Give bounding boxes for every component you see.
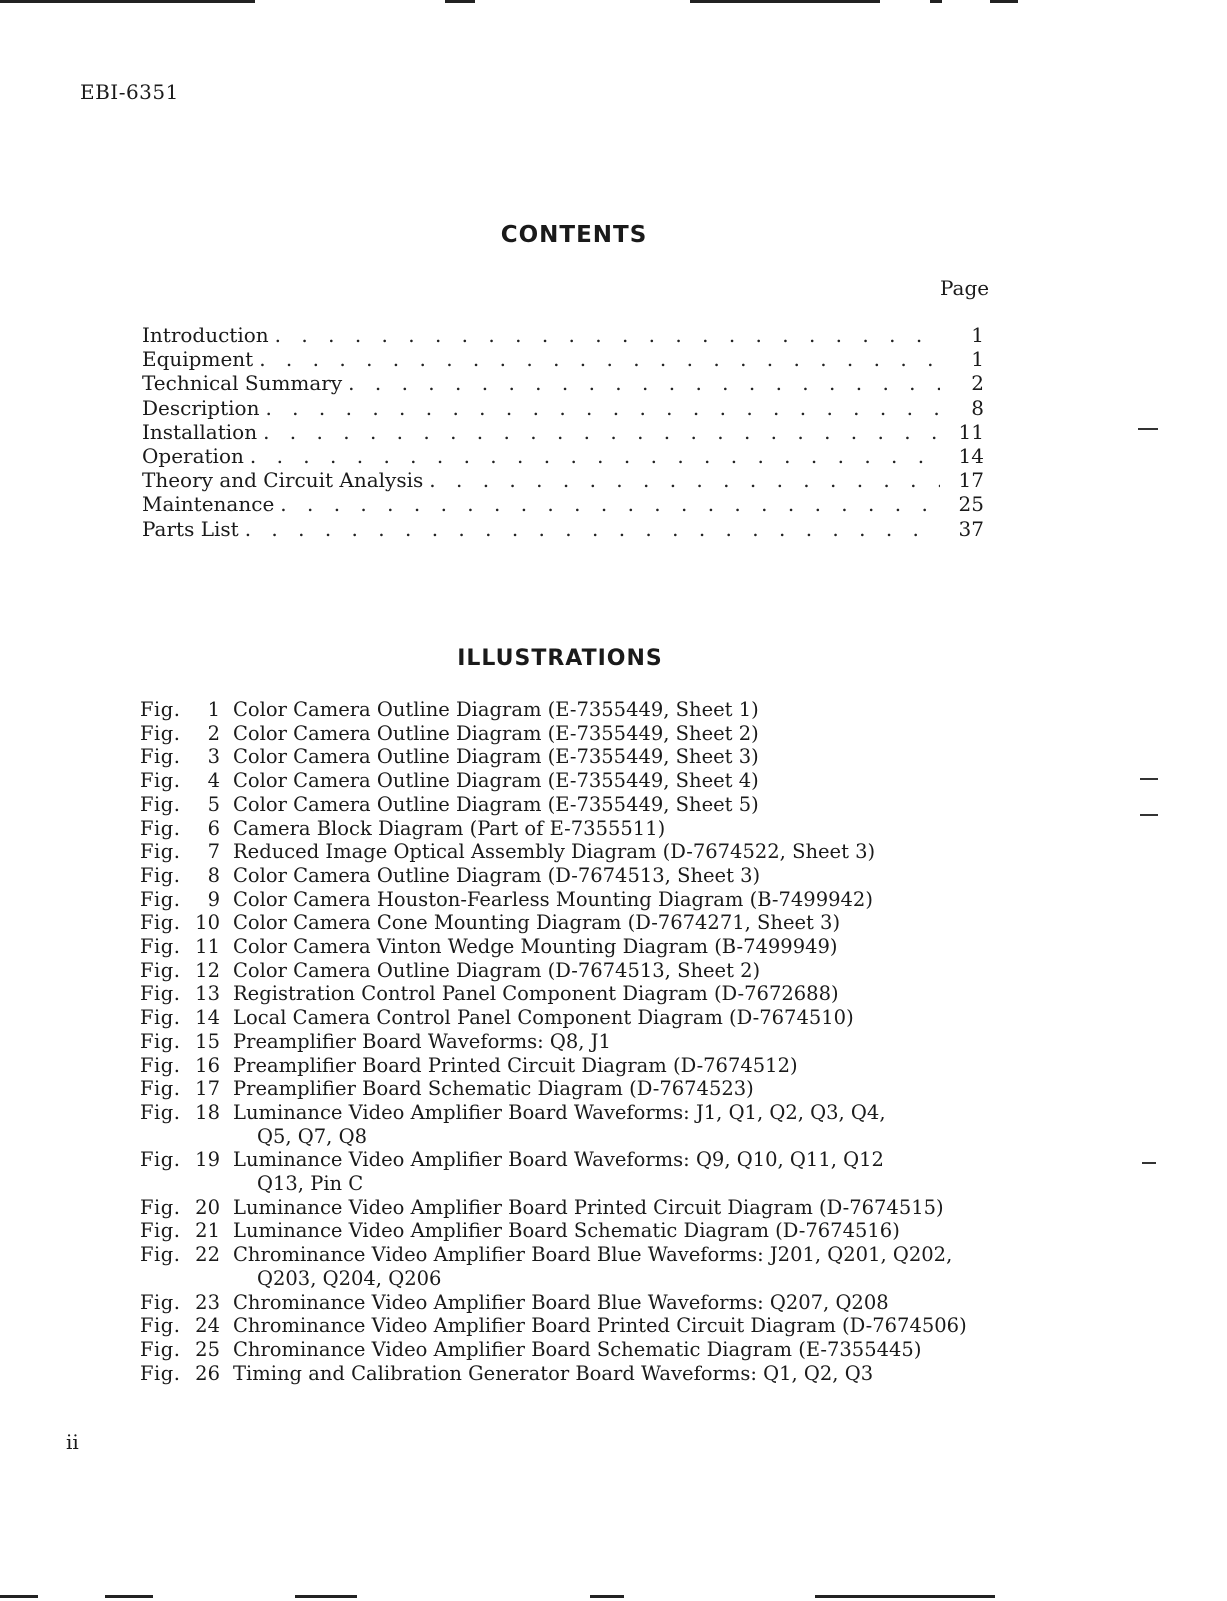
illustrations-heading: ILLUSTRATIONS <box>457 646 663 671</box>
figure-caption: Luminance Video Amplifier Board Waveforms: J1, Q1, Q2, Q3, Q4, <box>233 1100 886 1124</box>
figure-caption-block <box>220 840 875 864</box>
figure-entry <box>140 840 1140 864</box>
figure-number: 4 <box>207 769 220 793</box>
figure-label: Fig. <box>140 982 181 1006</box>
figure-caption-block <box>220 817 665 841</box>
figure-caption-block <box>220 935 838 959</box>
illustrations-list <box>140 698 1140 1385</box>
dot-leader <box>239 517 940 541</box>
figure-entry <box>140 745 1140 769</box>
figure-number: 15 <box>195 1029 220 1053</box>
contents-entry <box>142 371 984 395</box>
figure-number: 17 <box>195 1077 220 1101</box>
figure-caption: Chrominance Video Amplifier Board Blue Waveforms: J201, Q201, Q202, <box>233 1243 953 1267</box>
figure-label: Fig. <box>140 887 181 911</box>
figure-number: 25 <box>195 1337 220 1361</box>
figure-caption-block <box>220 1243 952 1290</box>
figure-label: Fig. <box>140 1290 181 1314</box>
contents-entry-page: 1 <box>971 347 984 372</box>
margin-mark <box>1140 814 1158 816</box>
figure-caption: Chrominance Video Amplifier Board Printed Circuit Diagram (D-7674506) <box>233 1314 967 1338</box>
figure-label: Fig. <box>140 1006 181 1030</box>
figure-caption-continued: Q13, Pin C <box>257 1172 364 1196</box>
figure-caption-block <box>220 1338 921 1362</box>
dot-leader <box>259 396 940 420</box>
figure-caption: Chrominance Video Amplifier Board Schematic Diagram (E-7355445) <box>233 1337 922 1361</box>
figure-entry <box>140 1338 1140 1362</box>
figure-label: Fig. <box>140 1195 181 1219</box>
figure-caption: Color Camera Cone Mounting Diagram (D-7674271, Sheet 3) <box>233 911 841 935</box>
figure-label: Fig. <box>140 792 181 816</box>
contents-entry-title: Description <box>142 395 260 420</box>
figure-caption-block <box>220 864 760 888</box>
figure-caption-continued: Q203, Q204, Q206 <box>257 1266 442 1290</box>
figure-number: 22 <box>195 1243 220 1267</box>
contents-entry-page: 2 <box>971 371 984 396</box>
contents-entry-title: Introduction <box>142 323 269 347</box>
figure-caption-block <box>220 1077 754 1101</box>
contents-entry-page: 14 <box>958 443 984 468</box>
figure-number: 21 <box>195 1219 220 1243</box>
figure-label: Fig. <box>140 1100 181 1124</box>
contents-entry-title: Equipment <box>142 347 254 372</box>
figure-entry <box>140 1148 1140 1195</box>
figure-number: 20 <box>195 1195 220 1219</box>
figure-number: 24 <box>195 1314 220 1338</box>
figure-caption-block <box>220 793 759 817</box>
figure-caption-block <box>220 888 873 912</box>
figure-entry <box>140 959 1140 983</box>
figure-caption: Luminance Video Amplifier Board Waveforms: Q9, Q10, Q11, Q12 <box>233 1148 884 1172</box>
figure-caption-block <box>220 1030 611 1054</box>
figure-label: Fig. <box>140 863 181 887</box>
figure-caption: Color Camera Vinton Wedge Mounting Diagram (B-7499949) <box>233 935 838 959</box>
figure-entry <box>140 935 1140 959</box>
figure-caption-block <box>220 745 759 769</box>
figure-label: Fig. <box>140 840 181 864</box>
figure-caption: Luminance Video Amplifier Board Schematic Diagram (D-7674516) <box>233 1219 900 1243</box>
figure-label: Fig. <box>140 1029 181 1053</box>
figure-caption-continued: Q5, Q7, Q8 <box>257 1124 367 1148</box>
figure-label: Fig. <box>140 1361 181 1385</box>
figure-caption: Color Camera Outline Diagram (D-7674513, Sheet 2) <box>233 958 761 982</box>
figure-label: Fig. <box>140 698 181 721</box>
figure-number: 7 <box>207 840 220 864</box>
figure-label: Fig. <box>140 1148 181 1172</box>
figure-label: Fig. <box>140 1219 181 1243</box>
figure-entry <box>140 1101 1140 1148</box>
figure-entry <box>140 769 1140 793</box>
margin-mark <box>1138 428 1158 430</box>
figure-caption: Preamplifier Board Waveforms: Q8, J1 <box>233 1029 611 1053</box>
figure-caption-block <box>220 1362 873 1386</box>
contents-entry <box>142 323 984 347</box>
figure-entry <box>140 982 1140 1006</box>
figure-number: 2 <box>207 721 220 745</box>
contents-entry-page: 37 <box>958 516 984 541</box>
figure-caption: Color Camera Outline Diagram (E-7355449, Sheet 3) <box>233 745 759 769</box>
contents-entry-title: Installation <box>142 419 258 444</box>
figure-label: Fig. <box>140 1314 181 1338</box>
page-number: ii <box>66 1430 79 1454</box>
figure-number: 3 <box>207 745 220 769</box>
figure-entry <box>140 864 1140 888</box>
figure-number: 19 <box>195 1148 220 1172</box>
contents-heading: CONTENTS <box>500 222 648 248</box>
figure-label: Fig. <box>140 816 181 840</box>
contents-entry-page: 8 <box>971 395 984 420</box>
figure-caption: Color Camera Outline Diagram (D-7674513, Sheet 3) <box>233 863 761 887</box>
contents-entry <box>142 420 984 444</box>
dot-leader <box>274 492 940 516</box>
dot-leader <box>269 323 940 347</box>
contents-entry-title: Operation <box>142 443 244 468</box>
page-column-label: Page <box>940 276 990 300</box>
contents-entry-title: Technical Summary <box>142 371 343 396</box>
figure-entry <box>140 1006 1140 1030</box>
figure-label: Fig. <box>140 745 181 769</box>
figure-caption: Local Camera Control Panel Component Diagram (D-7674510) <box>233 1006 854 1030</box>
figure-caption-block <box>220 982 839 1006</box>
figure-entry <box>140 1077 1140 1101</box>
dot-leader <box>423 468 940 492</box>
figure-entry <box>140 1196 1140 1220</box>
figure-caption: Preamplifier Board Schematic Diagram (D-7674523) <box>233 1077 754 1101</box>
dot-leader <box>342 371 940 395</box>
figure-label: Fig. <box>140 1053 181 1077</box>
figure-caption-block <box>220 1006 854 1030</box>
figure-entry <box>140 1314 1140 1338</box>
figure-number: 14 <box>195 1006 220 1030</box>
figure-entry <box>140 1291 1140 1315</box>
contents-list <box>142 323 984 541</box>
figure-caption: Reduced Image Optical Assembly Diagram (D-7674522, Sheet 3) <box>233 840 876 864</box>
contents-entry-page: 25 <box>958 492 984 517</box>
dot-leader <box>244 444 940 468</box>
figure-caption: Preamplifier Board Printed Circuit Diagram (D-7674512) <box>233 1053 798 1077</box>
figure-entry <box>140 722 1140 746</box>
contents-entry <box>142 492 984 516</box>
figure-caption-block <box>220 911 840 935</box>
top-scan-edge <box>0 0 1227 4</box>
figure-label: Fig. <box>140 721 181 745</box>
figure-number: 18 <box>195 1100 220 1124</box>
figure-entry <box>140 793 1140 817</box>
document-id: EBI-6351 <box>80 80 179 104</box>
contents-entry-page: 17 <box>958 468 984 493</box>
figure-entry <box>140 888 1140 912</box>
figure-caption: Color Camera Outline Diagram (E-7355449, Sheet 4) <box>233 769 759 793</box>
figure-label: Fig. <box>140 958 181 982</box>
figure-caption: Color Camera Houston-Fearless Mounting Diagram (B-7499942) <box>233 887 873 911</box>
figure-caption-block <box>220 1219 900 1243</box>
figure-number: 16 <box>195 1053 220 1077</box>
dot-leader <box>257 420 940 444</box>
figure-number: 23 <box>195 1290 220 1314</box>
figure-caption: Camera Block Diagram (Part of E-7355511) <box>233 816 666 840</box>
figure-caption-block <box>220 1101 886 1148</box>
figure-caption-block <box>220 769 759 793</box>
figure-number: 10 <box>195 911 220 935</box>
figure-caption-block <box>220 722 759 746</box>
figure-caption: Color Camera Outline Diagram (E-7355449, Sheet 1) <box>233 698 759 721</box>
figure-number: 26 <box>195 1361 220 1385</box>
figure-number: 11 <box>195 935 220 959</box>
figure-caption: Timing and Calibration Generator Board Waveforms: Q1, Q2, Q3 <box>233 1361 874 1385</box>
figure-number: 1 <box>207 698 220 721</box>
contents-entry-title: Theory and Circuit Analysis <box>142 468 424 493</box>
figure-label: Fig. <box>140 1077 181 1101</box>
figure-number: 9 <box>207 887 220 911</box>
figure-caption-block <box>220 1196 944 1220</box>
figure-caption-block <box>220 1148 884 1195</box>
figure-caption: Luminance Video Amplifier Board Printed Circuit Diagram (D-7674515) <box>233 1195 944 1219</box>
contents-entry-title: Maintenance <box>142 492 275 517</box>
contents-entry-title: Parts List <box>142 516 239 541</box>
contents-entry <box>142 347 984 371</box>
figure-caption-block <box>220 1054 798 1078</box>
figure-number: 13 <box>195 982 220 1006</box>
figure-label: Fig. <box>140 1337 181 1361</box>
figure-caption-block <box>220 698 759 722</box>
margin-mark <box>1140 778 1158 780</box>
bottom-scan-edge <box>0 1595 1227 1599</box>
figure-caption-block <box>220 1291 889 1315</box>
contents-entry-page: 11 <box>958 419 984 444</box>
figure-label: Fig. <box>140 769 181 793</box>
figure-number: 5 <box>207 792 220 816</box>
figure-entry <box>140 1362 1140 1386</box>
figure-entry <box>140 1030 1140 1054</box>
figure-label: Fig. <box>140 1243 181 1267</box>
figure-caption: Color Camera Outline Diagram (E-7355449, Sheet 5) <box>233 792 759 816</box>
contents-entry-page: 1 <box>971 323 984 347</box>
figure-label: Fig. <box>140 935 181 959</box>
margin-mark <box>1142 1162 1156 1164</box>
contents-entry <box>142 468 984 492</box>
dot-leader <box>253 347 940 371</box>
figure-entry <box>140 1243 1140 1290</box>
figure-caption: Color Camera Outline Diagram (E-7355449, Sheet 2) <box>233 721 759 745</box>
figure-caption-block <box>220 1314 967 1338</box>
contents-entry <box>142 444 984 468</box>
figure-entry <box>140 1219 1140 1243</box>
figure-number: 8 <box>207 863 220 887</box>
figure-entry <box>140 911 1140 935</box>
figure-number: 12 <box>195 958 220 982</box>
figure-caption-block <box>220 959 760 983</box>
figure-number: 6 <box>207 816 220 840</box>
figure-caption: Chrominance Video Amplifier Board Blue Waveforms: Q207, Q208 <box>233 1290 889 1314</box>
contents-entry <box>142 396 984 420</box>
figure-entry <box>140 817 1140 841</box>
contents-entry <box>142 517 984 541</box>
figure-label: Fig. <box>140 911 181 935</box>
figure-entry <box>140 698 1140 722</box>
figure-entry <box>140 1054 1140 1078</box>
figure-caption: Registration Control Panel Component Diagram (D-7672688) <box>233 982 839 1006</box>
